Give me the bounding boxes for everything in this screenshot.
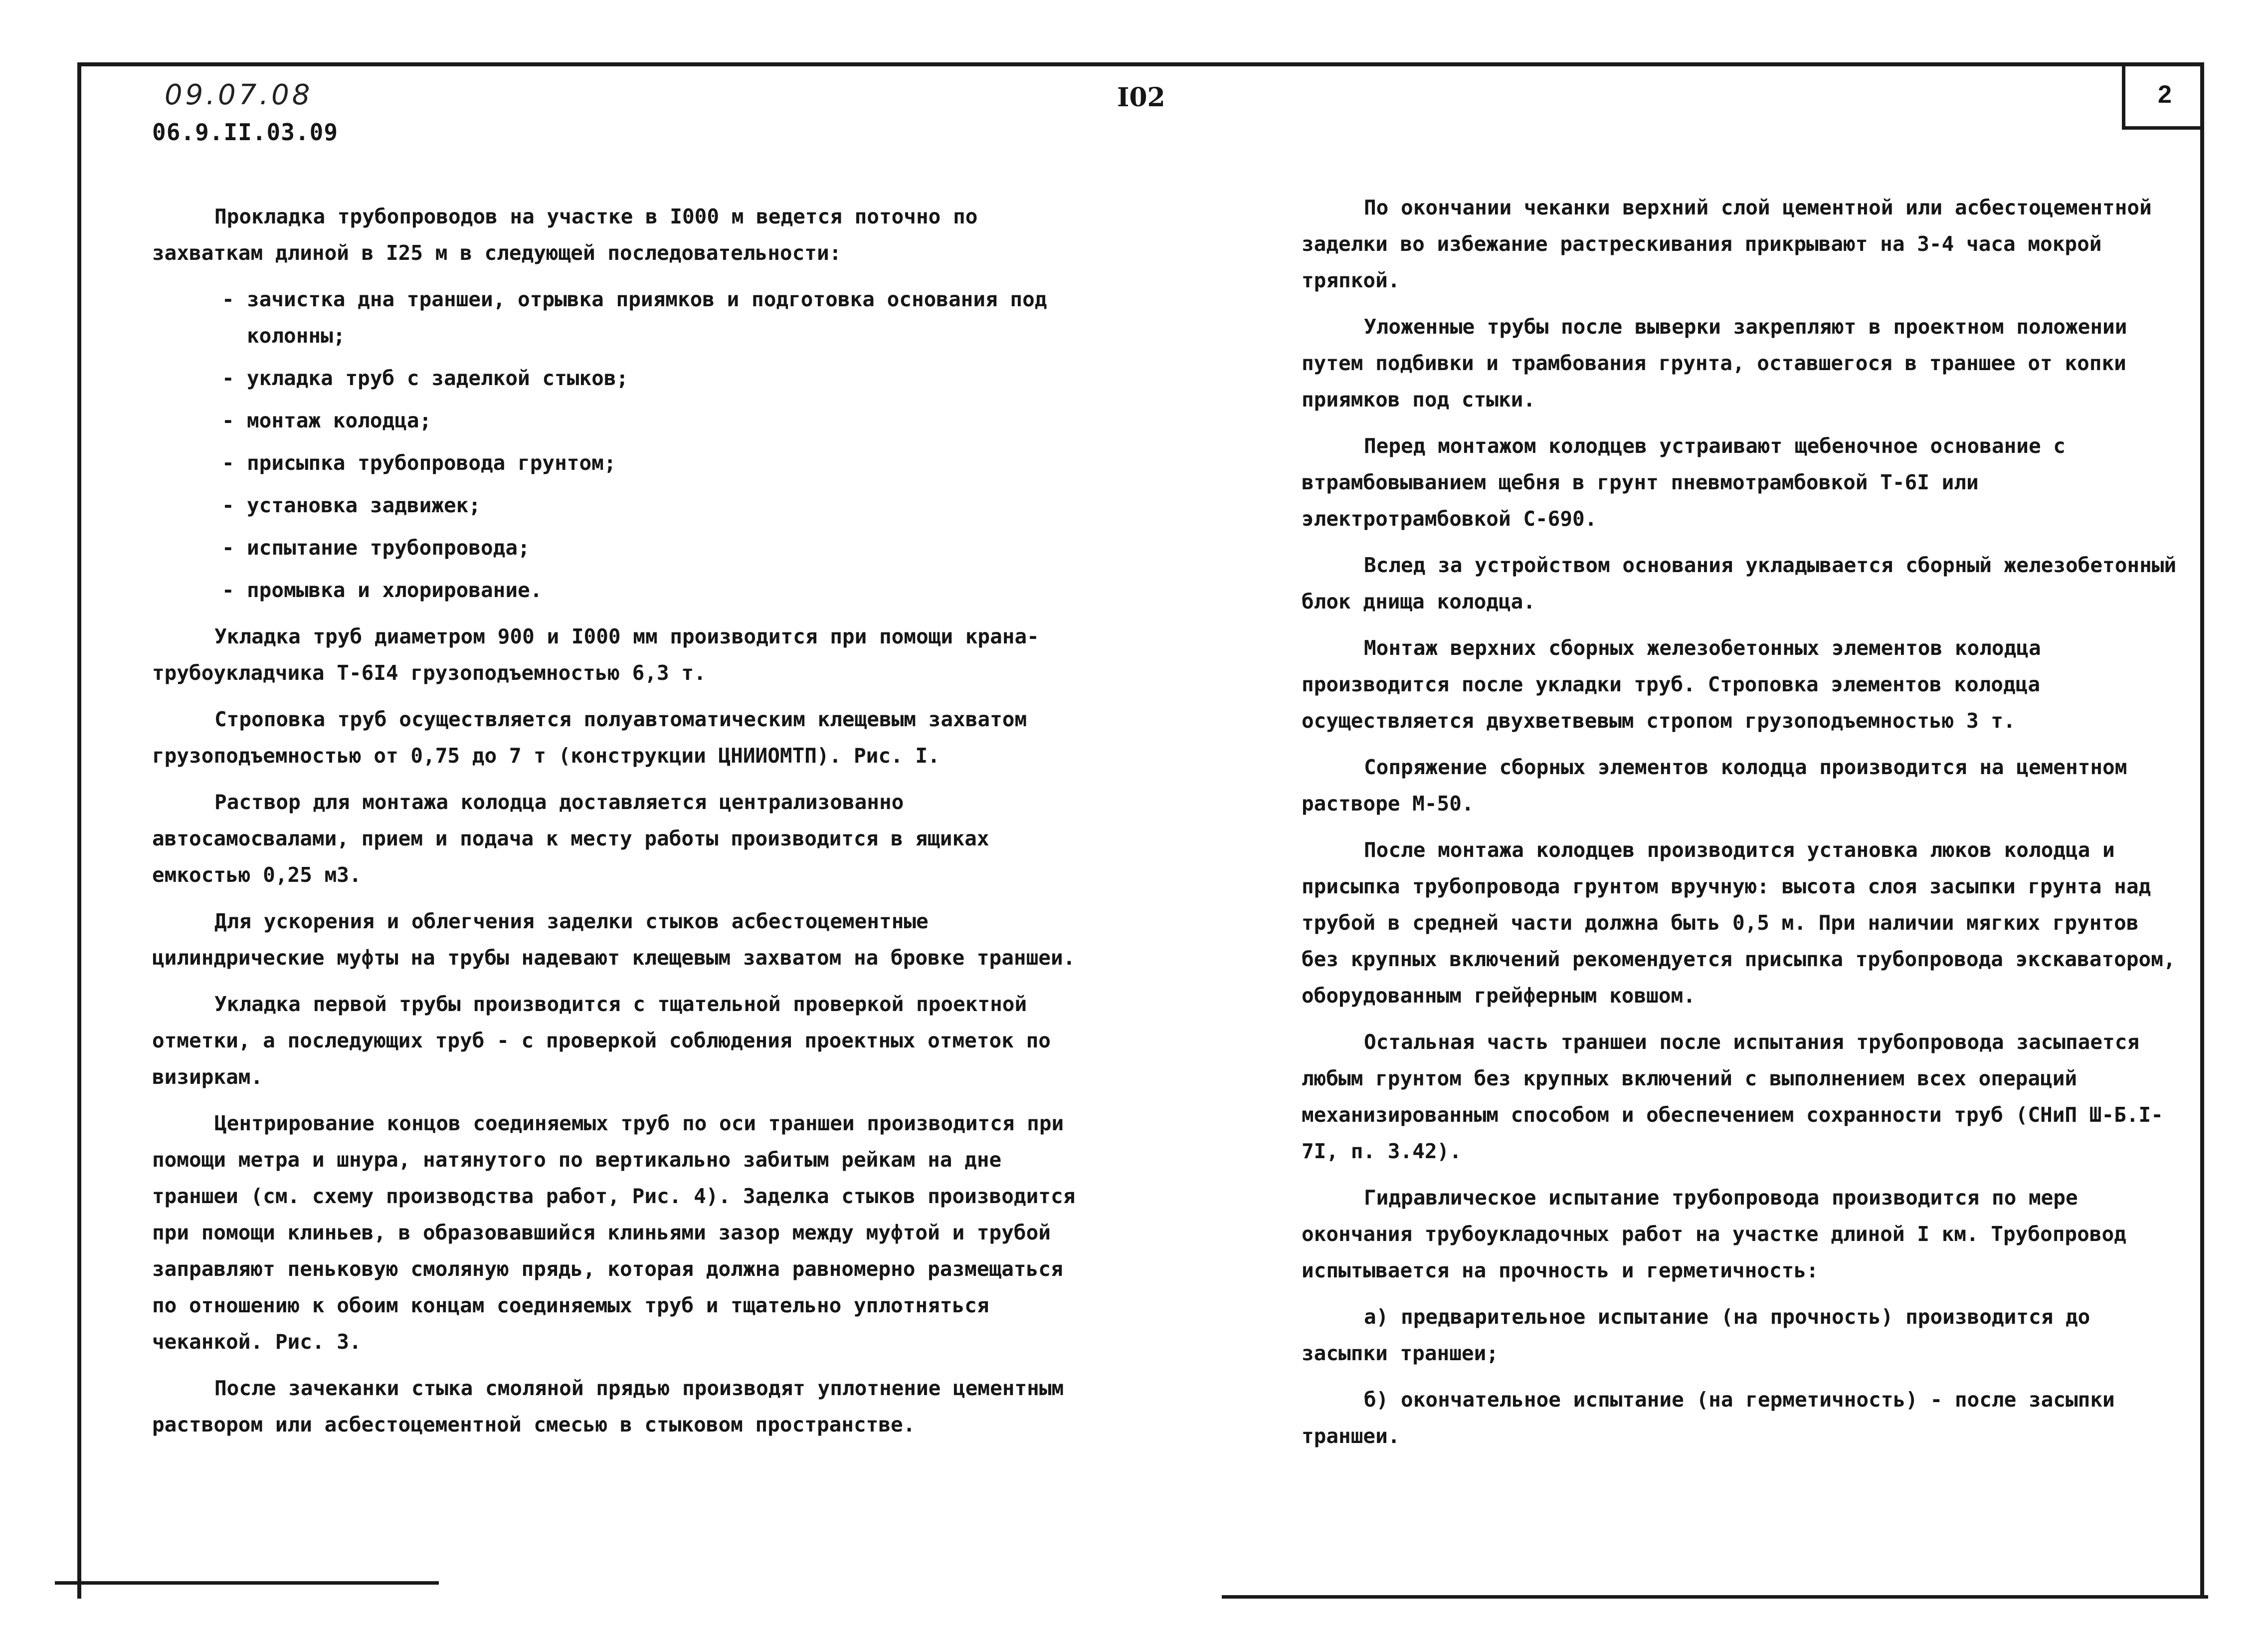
right-column — [1302, 190, 2179, 1464]
intro-paragraph: Прокладка трубопроводов на участке в I000 м ведется поточно по захваткам длиной в I25 м в следующей последовательности: — [152, 205, 978, 265]
paragraph: Укладка первой трубы производится с тщательной проверкой проектной отметки, а последующих труб - с проверкой соблюдения проектных отметок по визиркам. — [152, 992, 1051, 1089]
list-item-text: укладка труб с заделкой стыков; — [247, 366, 629, 390]
paragraph: а) предварительное испытание (на прочность) производится до засыпки траншеи; — [1302, 1305, 2090, 1365]
paragraph: Перед монтажом колодцев устраивают щебеночное основание с втрамбовыванием щебня в грунт пневмотрамбовкой Т-6I или электротрамбовкой С-690. — [1302, 434, 2066, 531]
bottom-rule-right — [1222, 1595, 2208, 1599]
bullet-mark: - — [222, 578, 234, 602]
document-code: 06.9.II.03.09 — [152, 119, 339, 146]
list-item-text: установка задвижек; — [247, 493, 481, 517]
bullet-mark: - — [222, 493, 234, 517]
paragraph: Строповка труб осуществляется полуавтоматическим клещевым захватом грузоподъемностью от 0,75 до 7 т (конструкции ЦНИИОМТП). Рис. I. — [152, 707, 1027, 768]
paragraph: Монтаж верхних сборных железобетонных элементов колодца производится после укладки труб. Строповка элементов колодца осуществляется двухветвевым стропом грузоподъемностью 3 т. — [1302, 636, 2041, 733]
paragraph: По окончании чеканки верхний слой цементной или асбестоцементной заделки во избежание растрескивания прикрывают на 3-4 часа мокрой тряпкой. — [1302, 196, 2152, 292]
handwritten-date: 09.07.08 — [165, 79, 313, 111]
list-item-text: монтаж колодца; — [247, 409, 432, 432]
bullet-mark: - — [222, 366, 234, 390]
list-item — [222, 487, 1090, 524]
bullet-mark: - — [222, 536, 234, 560]
paragraph: Гидравлическое испытание трубопровода производится по мере окончания трубоукладочных работ на участке длиной I км. Трубопровод испытывается на прочность и герметичность: — [1302, 1186, 2126, 1282]
list-item — [222, 360, 1090, 397]
paragraph: Для ускорения и облегчения заделки стыков асбестоцементные цилиндрические муфты на трубы надевают клещевым захватом на бровке траншеи. — [152, 909, 1076, 970]
sheet-number-box — [2122, 62, 2204, 130]
bottom-rule-left — [55, 1581, 439, 1585]
paragraph: Остальная часть траншеи после испытания трубопровода засыпается любым грунтом без крупных включений с выполнением всех операций механизированным способом и обеспечением сохранности труб (СНиП Ш-Б.I-7I, п. 3.42). — [1302, 1030, 2163, 1163]
paragraph: Вслед за устройством основания укладывается сборный железобетонный блок днища колодца. — [1302, 553, 2177, 614]
paragraph: После зачеканки стыка смоляной прядью производят уплотнение цементным раствором или асбестоцементной смесью в стыковом пространстве. — [152, 1376, 1064, 1437]
list-item — [222, 572, 1090, 609]
sheet-number: 2 — [2158, 80, 2172, 108]
bullet-mark: - — [222, 287, 234, 311]
list-item — [222, 281, 1090, 354]
bullet-mark: - — [222, 451, 234, 475]
paragraph: Укладка труб диаметром 900 и I000 мм производится при помощи крана-трубоукладчика Т-6I4 грузоподъемностью 6,3 т. — [152, 624, 1039, 685]
paragraph: Центрирование концов соединяемых труб по оси траншеи производится при помощи метра и шнура, натянутого по вертикально забитым рейкам на дне траншеи (см. схему производства работ, Рис. 4). Заделка стыков производится при помощи клиньев, в образовавшийся клиньями зазор между муфтой и трубой заправляют пеньковую смоляную прядь, которая должна равномерно размещаться по отношению к обоим концам соединяемых труб и тщательно уплотняться чеканкой. Рис. 3. — [152, 1111, 1076, 1354]
list-item-text: присыпка трубопровода грунтом; — [247, 451, 616, 475]
paragraph: Сопряжение сборных элементов колодца производится на цементном растворе М-50. — [1302, 755, 2127, 816]
paragraph: Уложенные трубы после выверки закрепляют в проектном положении путем подбивки и трамбования грунта, оставшегося в траншее от копки приямков под стыки. — [1302, 315, 2127, 412]
page-number: I02 — [1117, 82, 1165, 113]
list-item — [222, 445, 1090, 481]
list-item — [222, 403, 1090, 439]
paragraph: После монтажа колодцев производится установка люков колодца и присыпка трубопровода грунтом вручную: высота слоя засыпки грунта над трубой в средней части должна быть 0,5 м. При наличии мягких грунтов без крупных включений рекомендуется присыпка трубопровода экскаватором, оборудованным грейферным ковшом. — [1302, 838, 2176, 1008]
work-steps-list — [152, 281, 1090, 609]
list-item — [222, 530, 1090, 566]
paragraph: б) окончательное испытание (на герметичность) - после засыпки траншеи. — [1302, 1388, 2115, 1448]
bullet-mark: - — [222, 409, 234, 432]
list-item-text: промывка и хлорирование. — [247, 578, 543, 602]
list-item-text: испытание трубопровода; — [247, 536, 530, 560]
list-item-text: зачистка дна траншеи, отрывка приямков и подготовка основания под колонны; — [247, 287, 1047, 348]
left-column — [152, 199, 1090, 1453]
paragraph: Раствор для монтажа колодца доставляется централизованно автосамосвалами, прием и подача к месту работы производится в ящиках емкостью 0,25 м3. — [152, 790, 989, 887]
